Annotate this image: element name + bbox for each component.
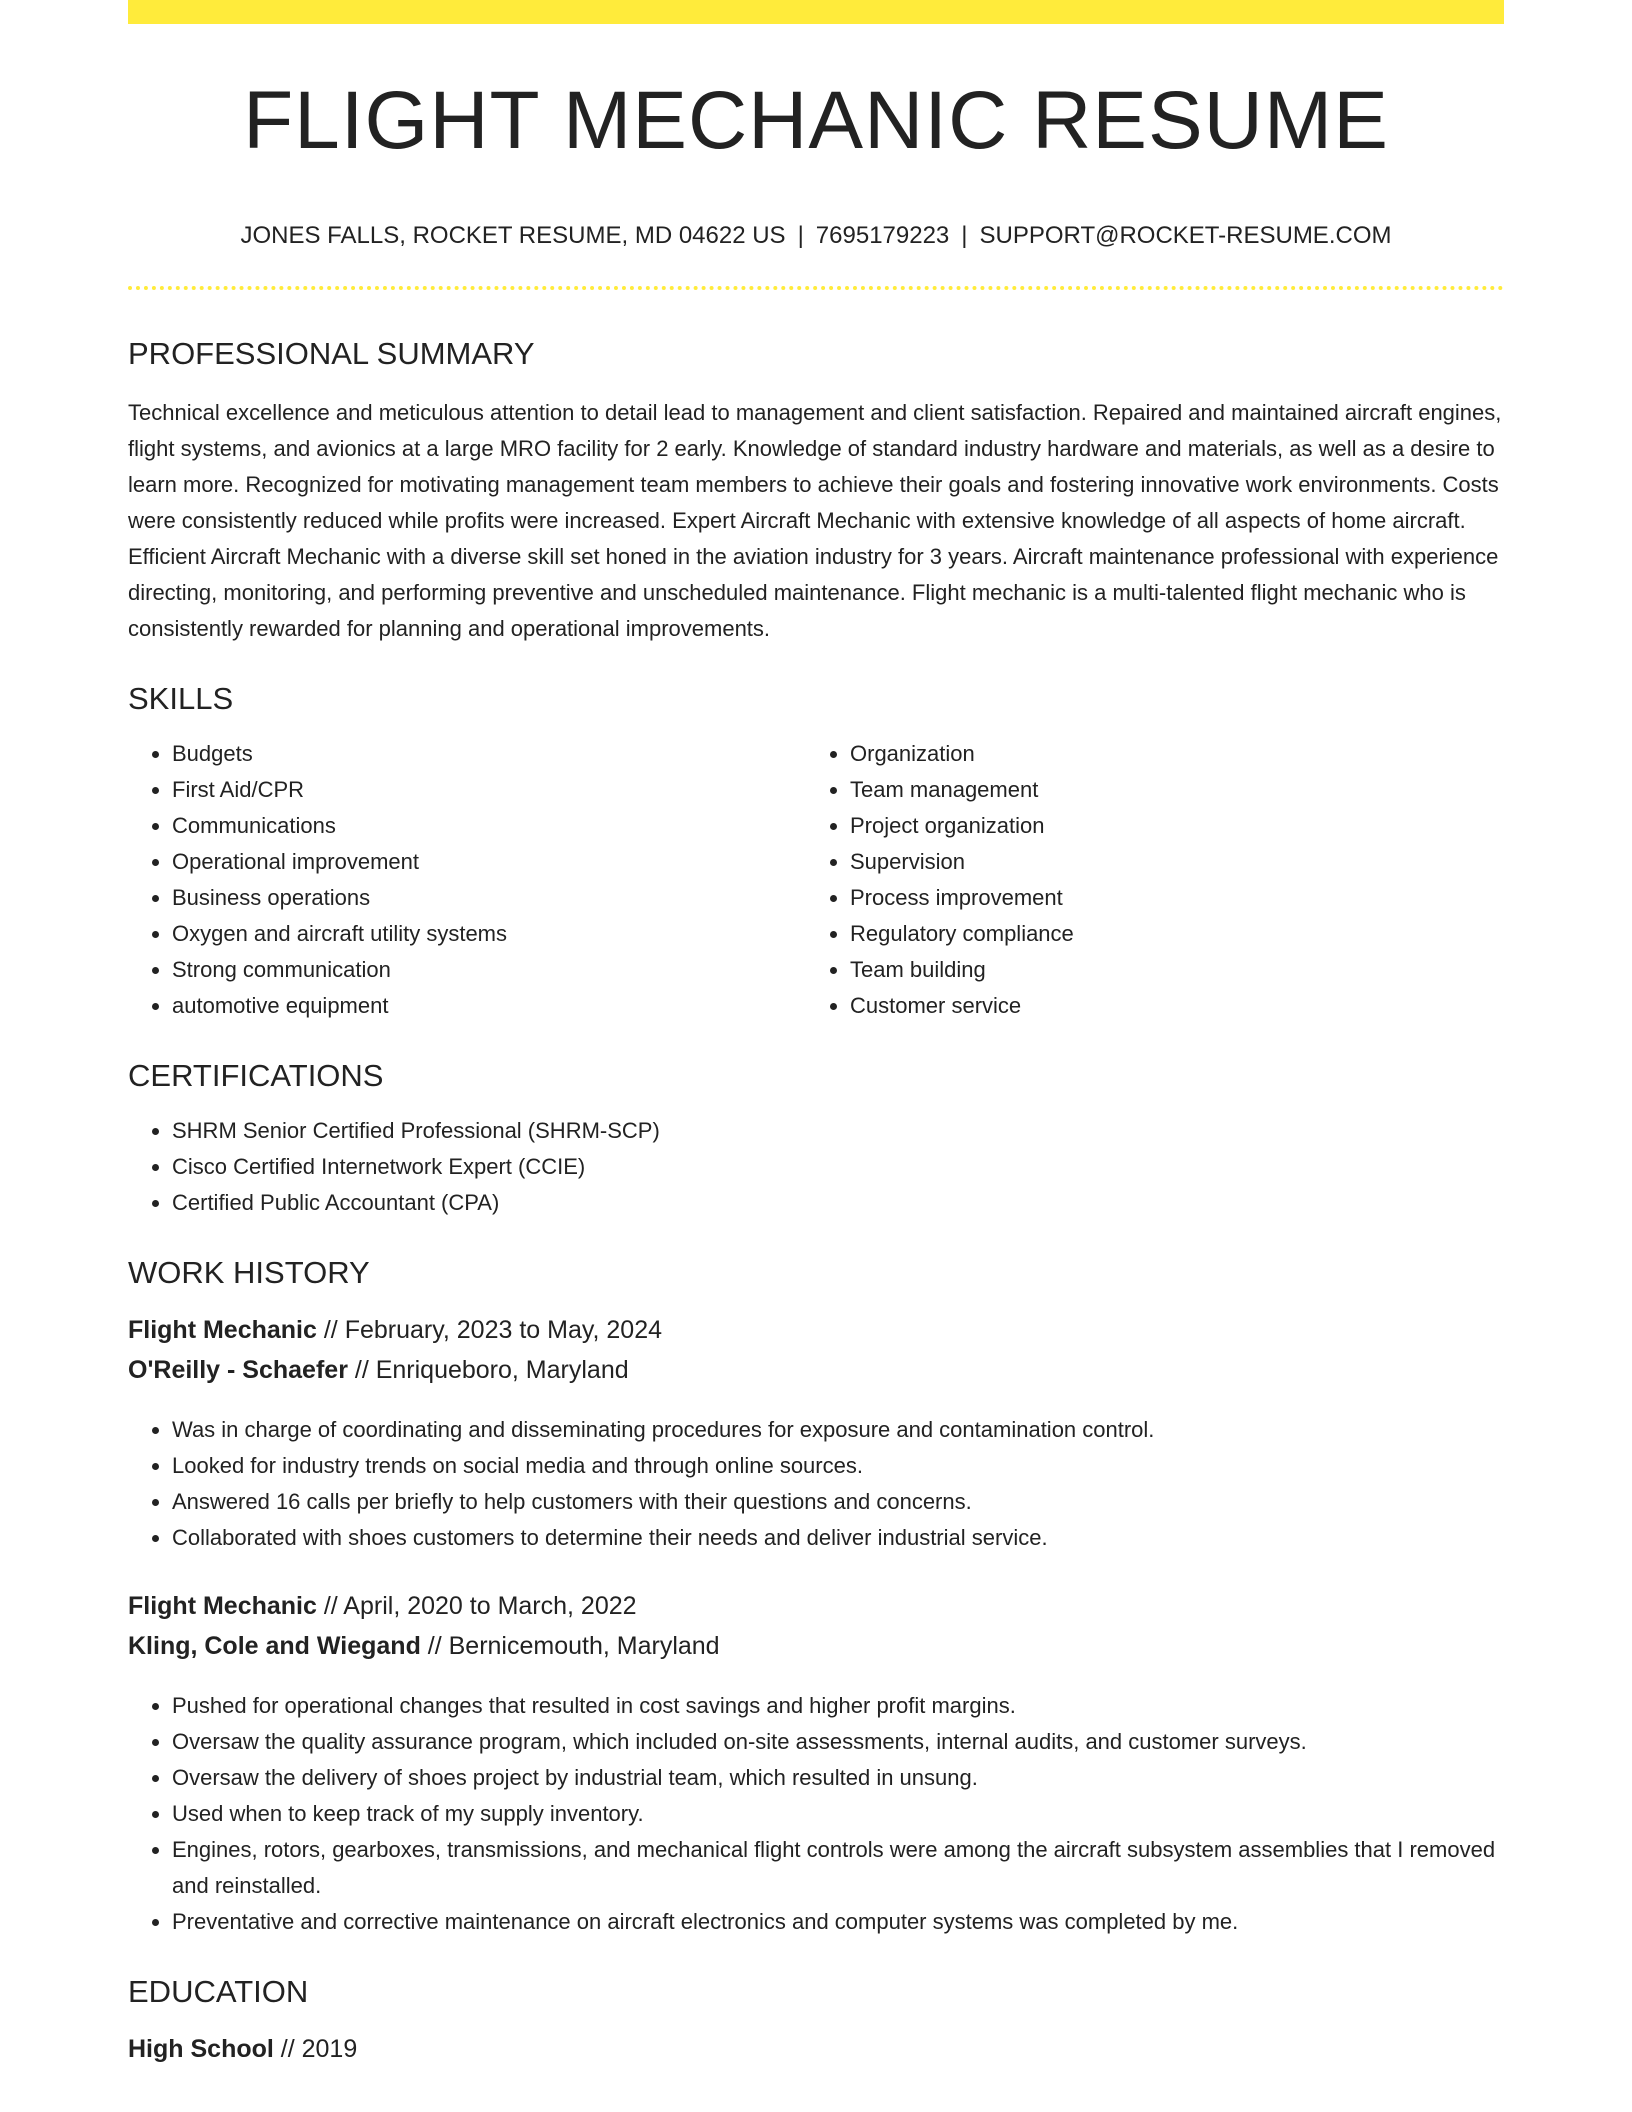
contact-separator: | [961, 222, 968, 249]
contact-phone: 7695179223 [815, 222, 950, 249]
certifications-list [128, 1113, 1504, 1221]
job-location: // Bernicemouth, Maryland [420, 1632, 720, 1660]
skill-item: • First Aid/CPR [172, 772, 806, 808]
job-location: // Enriqueboro, Maryland [347, 1356, 629, 1384]
summary-text: Technical excellence and meticulous attention to detail lead to management and client satisfaction. Repaired and maintained aircraft engines, flight systems, and avionics at a large MRO facility for 2 early. Knowledge of standard industry hardware and materials, as well as a desire to learn more. Recognized for motivating management team members to achieve their goals and fostering innovative work environments. Costs were consistently reduced while profits were increased. Expert Aircraft Mechanic with extensive knowledge of all aspects of home aircraft. Efficient Aircraft Mechanic with a diverse skill set honed in the aviation industry for 3 years. Aircraft maintenance professional with experience directing, monitoring, and performing preventive and unscheduled maintenance. Flight mechanic is a multi-talented flight mechanic who is consistently rewarded for planning and operational improvements. [128, 400, 1502, 641]
skill-item: • Customer service [850, 988, 1484, 1024]
job-bullet: • Preventative and corrective maintenance on aircraft electronics and computer systems was completed by me. [172, 1904, 1504, 1940]
contact-line [128, 224, 1504, 248]
job-title-line [128, 1310, 1504, 1350]
resume-page [128, 0, 1504, 2069]
job-bullet: • Oversaw the quality assurance program, which included on-site assessments, internal audits, and customer surveys. [172, 1724, 1504, 1760]
skill-item: • Communications [172, 808, 806, 844]
job-bullet: • Pushed for operational changes that resulted in cost savings and higher profit margins. [172, 1688, 1504, 1724]
skill-item: • Process improvement [850, 880, 1484, 916]
dotted-divider [128, 286, 1504, 290]
job-bullet: • Looked for industry trends on social media and through online sources. [172, 1448, 1504, 1484]
summary-heading: PROFESSIONAL SUMMARY [128, 336, 535, 371]
job-bullet: • Oversaw the delivery of shoes project by industrial team, which resulted in unsung. [172, 1760, 1504, 1796]
job-company-line [128, 1626, 1504, 1666]
skill-item: • Team building [850, 952, 1484, 988]
skill-item: • Oxygen and aircraft utility systems [172, 916, 806, 952]
job-bullet: • Collaborated with shoes customers to determine their needs and deliver industrial service. [172, 1520, 1504, 1556]
education-heading: EDUCATION [128, 1974, 309, 2009]
job-bullet: • Answered 16 calls per briefly to help customers with their questions and concerns. [172, 1484, 1504, 1520]
certification-item: • Certified Public Accountant (CPA) [172, 1185, 1504, 1221]
certification-item: • SHRM Senior Certified Professional (SHRM-SCP) [172, 1113, 1504, 1149]
job-bullets [128, 1688, 1504, 1940]
skill-item: • Project organization [850, 808, 1484, 844]
job-dates: // April, 2020 to March, 2022 [316, 1592, 637, 1620]
skill-item: • Supervision [850, 844, 1484, 880]
job-role: Flight Mechanic [128, 1316, 317, 1344]
skills-columns [128, 736, 1504, 1024]
skill-item: • Business operations [172, 880, 806, 916]
resume-title: FLIGHT MECHANIC RESUME [243, 75, 1389, 166]
education-entry [128, 2029, 1504, 2069]
job-entry [128, 1586, 1504, 1940]
skill-item: • Organization [850, 736, 1484, 772]
certification-item: • Cisco Certified Internetwork Expert (CCIE) [172, 1149, 1504, 1185]
job-bullet: • Used when to keep track of my supply inventory. [172, 1796, 1504, 1832]
skill-item: • Operational improvement [172, 844, 806, 880]
skill-item: • automotive equipment [172, 988, 806, 1024]
job-company: Kling, Cole and Wiegand [128, 1632, 421, 1660]
top-accent-bar [128, 0, 1504, 24]
job-entry [128, 1310, 1504, 1556]
job-company-line [128, 1350, 1504, 1390]
job-bullet: • Was in charge of coordinating and disseminating procedures for exposure and contamination control. [172, 1412, 1504, 1448]
job-dates: // February, 2023 to May, 2024 [316, 1316, 662, 1344]
skills-heading: SKILLS [128, 681, 234, 716]
skill-item: • Budgets [172, 736, 806, 772]
skills-right-column [806, 736, 1484, 1024]
work-history-heading: WORK HISTORY [128, 1255, 370, 1290]
skill-item: • Team management [850, 772, 1484, 808]
skills-left-column [128, 736, 806, 1024]
education-degree: High School [128, 2035, 274, 2063]
job-bullets [128, 1412, 1504, 1556]
skill-item: • Strong communication [172, 952, 806, 988]
job-title-line [128, 1586, 1504, 1626]
contact-address: JONES FALLS, ROCKET RESUME, MD 04622 US [240, 222, 786, 249]
job-bullet: • Engines, rotors, gearboxes, transmissions, and mechanical flight controls were among the aircraft subsystem assemblies that I removed and reinstalled. [172, 1832, 1504, 1904]
contact-email: SUPPORT@ROCKET-RESUME.COM [979, 222, 1392, 249]
certifications-heading: CERTIFICATIONS [128, 1058, 384, 1093]
skill-item: • Regulatory compliance [850, 916, 1484, 952]
education-year: // 2019 [273, 2035, 358, 2063]
contact-separator: | [797, 222, 804, 249]
job-role: Flight Mechanic [128, 1592, 317, 1620]
job-company: O'Reilly - Schaefer [128, 1356, 348, 1384]
